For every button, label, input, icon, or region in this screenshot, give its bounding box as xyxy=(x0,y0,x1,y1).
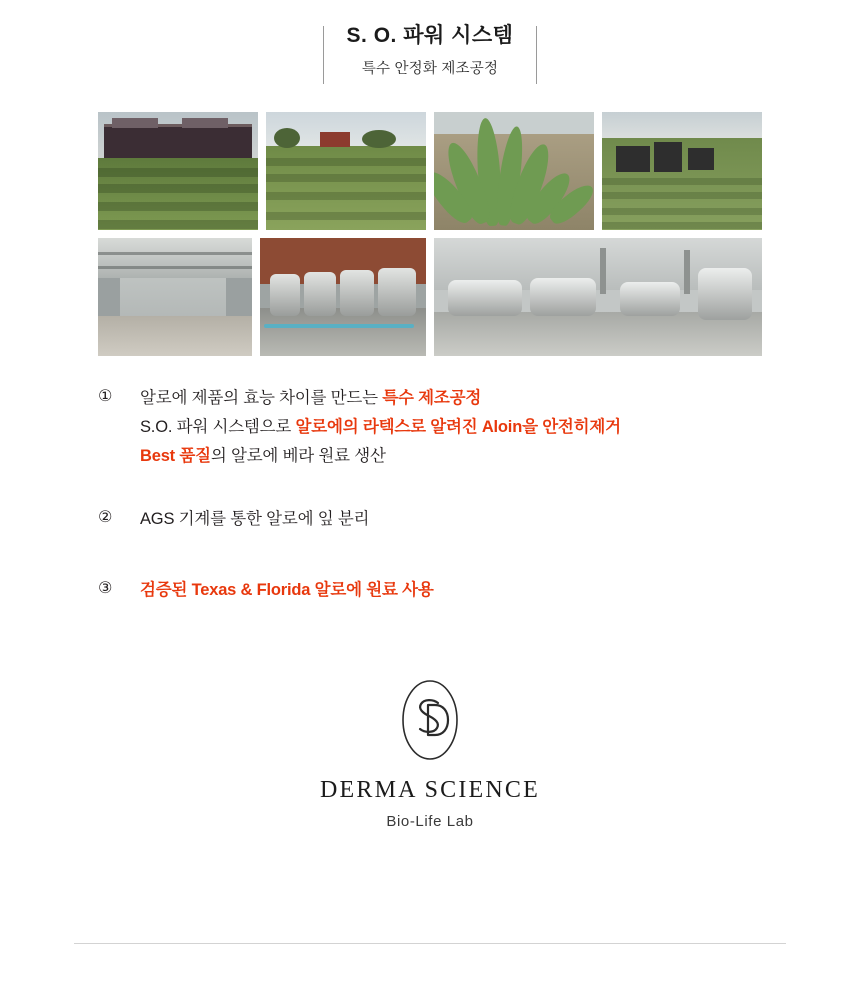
photo-gallery xyxy=(98,112,762,356)
header-title-block xyxy=(323,22,538,78)
photo-processing-tanks-row xyxy=(260,238,426,356)
list-item-text xyxy=(140,576,762,605)
photo-warehouse-interior xyxy=(98,238,252,356)
ds-monogram-icon xyxy=(398,677,462,763)
list-item xyxy=(98,576,762,605)
photo-aloe-leaf-closeup xyxy=(434,112,594,230)
text-segment-highlight: Best 품질 xyxy=(140,447,211,466)
gallery-row-2 xyxy=(98,238,762,356)
text-segment-highlight: 알로에의 라텍스로 알려진 Aloin을 안전히제거 xyxy=(295,418,621,437)
list-item-number: ② xyxy=(98,508,113,526)
photo-aloe-field-harvest-equipment xyxy=(602,112,762,230)
footer-divider xyxy=(74,943,786,944)
photo-aloe-farm-with-barn xyxy=(266,112,426,230)
photo-factory-storage-tanks xyxy=(434,238,762,356)
list-item-text xyxy=(140,384,762,471)
photo-aloe-greenhouse-field xyxy=(98,112,258,230)
description-list xyxy=(98,384,762,604)
text-segment: S.O. 파워 시스템으로 xyxy=(140,418,296,437)
text-segment: 알로에 제품의 효능 차이를 만드는 xyxy=(140,389,383,408)
list-item-number: ① xyxy=(98,388,113,406)
text-segment: AGS 기계를 통한 알로에 잎 분리 xyxy=(140,509,370,528)
text-segment-highlight: 특수 제조공정 xyxy=(382,389,482,408)
brand-tagline: Bio-Life Lab xyxy=(386,812,474,830)
gallery-row-1 xyxy=(98,112,762,230)
list-item xyxy=(98,384,762,471)
page-header xyxy=(0,0,860,78)
page-subtitle: 특수 안정화 제조공정 xyxy=(361,61,499,78)
list-item-text xyxy=(140,505,762,534)
brand-logo xyxy=(0,677,860,830)
list-item xyxy=(98,505,762,534)
text-segment-highlight: 검증된 Texas & Florida 알로에 원료 사용 xyxy=(140,580,434,599)
page-title: S. O. 파워 시스템 xyxy=(346,24,514,47)
text-segment: 의 알로에 베라 원료 생산 xyxy=(210,447,386,466)
list-item-number: ③ xyxy=(98,579,113,597)
brand-name: DERMA SCIENCE xyxy=(320,776,540,803)
